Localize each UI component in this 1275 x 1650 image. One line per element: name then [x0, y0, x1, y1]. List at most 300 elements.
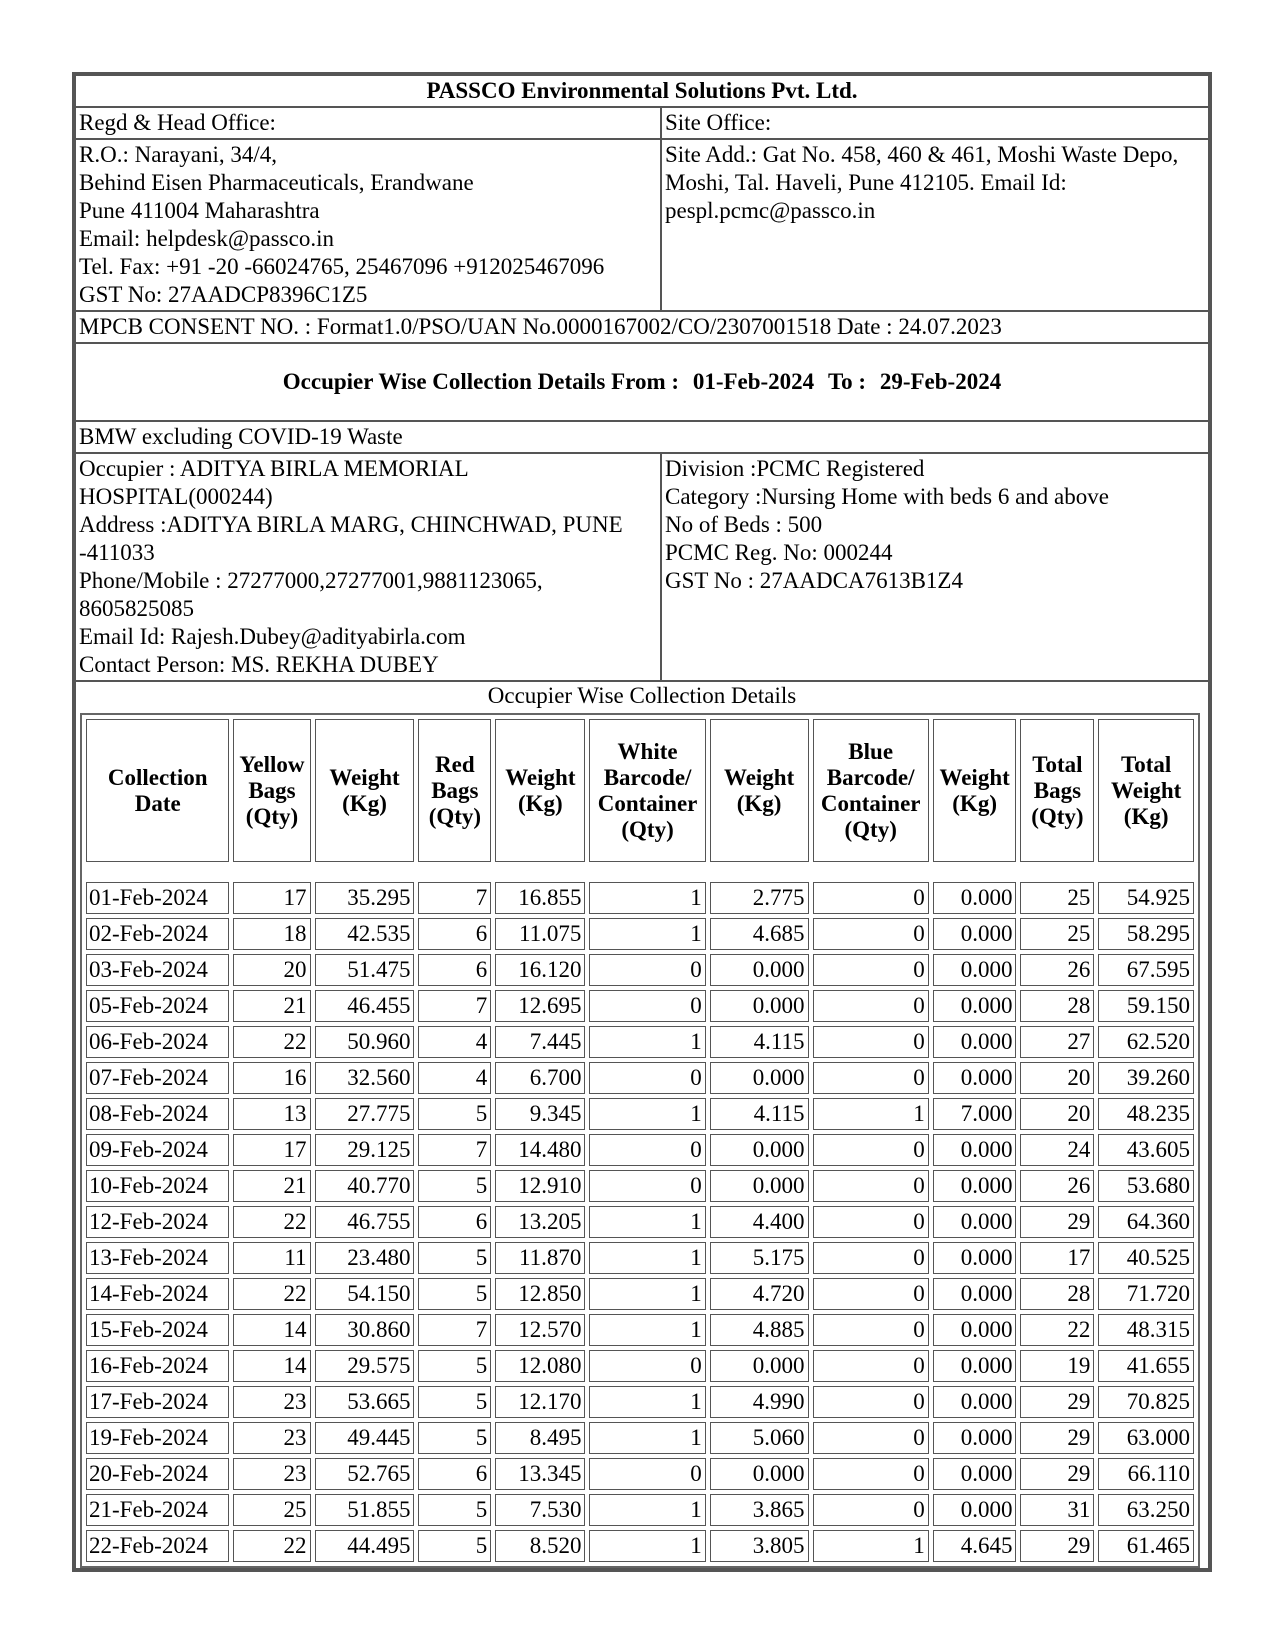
total-bags-cell: 24 [1020, 1134, 1094, 1166]
red-bags-cell: 5 [418, 1386, 491, 1418]
period-label: Occupier Wise Collection Details From : [282, 369, 680, 394]
header-line: (Kg) [517, 790, 563, 816]
total-weight-cell: 62.520 [1098, 1026, 1194, 1058]
gst-line: GST No : 27AADCA7613B1Z4 [665, 568, 963, 593]
white-qty-cell: 0 [589, 1062, 705, 1094]
head-office-email: Email: helpdesk@passco.in [79, 226, 334, 251]
total-bags-cell: 29 [1020, 1206, 1094, 1238]
red-weight-cell: 13.345 [495, 1458, 585, 1490]
division-details [661, 453, 1209, 681]
red-weight-cell: 9.345 [495, 1098, 585, 1130]
blue-qty-cell: 0 [813, 1350, 929, 1382]
date-cell: 08-Feb-2024 [86, 1098, 229, 1130]
white-qty-cell: 0 [589, 954, 705, 986]
head-office-line: Pune 411004 Maharashtra [79, 198, 320, 223]
blue-weight-cell: 0.000 [933, 1026, 1017, 1058]
total-bags-cell: 22 [1020, 1314, 1094, 1346]
total-bags-cell: 29 [1020, 1422, 1094, 1454]
total-weight-cell: 48.235 [1098, 1098, 1194, 1130]
white-qty-cell: 0 [589, 1350, 705, 1382]
blue-weight-cell: 0.000 [933, 1242, 1017, 1274]
header-line: Weight [939, 764, 1010, 790]
red-bags-cell: 6 [418, 918, 491, 950]
blue-qty-cell: 1 [813, 1098, 929, 1130]
total-weight-cell: 66.110 [1098, 1458, 1194, 1490]
consent-number: MPCB CONSENT NO. : Format1.0/PSO/UAN No.0000167002/CO/2307001518 Date : 24.07.2023 [75, 311, 1209, 343]
total-weight-cell: 48.315 [1098, 1314, 1194, 1346]
red-bags-cell: 5 [418, 1494, 491, 1526]
yellow-weight-cell: 52.765 [315, 1458, 415, 1490]
header-line: Bags [1033, 777, 1082, 803]
total-bags-cell: 19 [1020, 1350, 1094, 1382]
white-weight-cell: 0.000 [710, 1458, 809, 1490]
red-bags-cell: 5 [418, 1530, 491, 1562]
white-weight-cell: 4.115 [710, 1026, 809, 1058]
yellow-bags-cell: 22 [233, 1278, 310, 1310]
red-bags-cell: 4 [418, 1026, 491, 1058]
white-weight-cell: 5.060 [710, 1422, 809, 1454]
header-line: Blue [848, 738, 894, 764]
header-line: (Qty) [1031, 803, 1084, 829]
yellow-weight-cell: 46.455 [315, 990, 415, 1022]
date-cell: 20-Feb-2024 [86, 1458, 229, 1490]
yellow-bags-cell: 20 [233, 954, 310, 986]
white-qty-cell: 0 [589, 1458, 705, 1490]
occupier-name: Occupier : ADITYA BIRLA MEMORIAL HOSPITAL(000244) [79, 456, 468, 509]
date-cell: 12-Feb-2024 [86, 1206, 229, 1238]
red-weight-cell: 12.850 [495, 1278, 585, 1310]
blue-weight-cell: 0.000 [933, 1494, 1017, 1526]
red-bags-cell: 5 [418, 1422, 491, 1454]
header-line: (Qty) [428, 803, 482, 829]
reg-no-line: PCMC Reg. No: 000244 [665, 540, 893, 565]
red-bags-cell: 5 [418, 1170, 491, 1202]
yellow-weight-cell: 29.125 [315, 1134, 415, 1166]
white-qty-cell: 1 [589, 1422, 705, 1454]
white-weight-cell: 2.775 [710, 882, 809, 914]
header-total-weight [1098, 719, 1194, 862]
blue-qty-cell: 0 [813, 1062, 929, 1094]
red-weight-cell: 7.445 [495, 1026, 585, 1058]
white-qty-cell: 1 [589, 1026, 705, 1058]
header-line: White [617, 738, 678, 764]
white-weight-cell: 4.400 [710, 1206, 809, 1238]
header-line: (Kg) [342, 790, 387, 816]
red-bags-cell: 6 [418, 1458, 491, 1490]
total-bags-cell: 28 [1020, 990, 1094, 1022]
total-weight-cell: 39.260 [1098, 1062, 1194, 1094]
blue-weight-cell: 0.000 [933, 1386, 1017, 1418]
header-red-bags [418, 719, 491, 862]
date-cell: 15-Feb-2024 [86, 1314, 229, 1346]
table-row [86, 1062, 1194, 1094]
blue-weight-cell: 0.000 [933, 954, 1017, 986]
header-line: Red [435, 751, 475, 777]
white-qty-cell: 1 [589, 1314, 705, 1346]
occupier-phone: Phone/Mobile : 27277000,27277001,9881123065, 8605825085 [79, 568, 543, 621]
blue-weight-cell: 0.000 [933, 1458, 1017, 1490]
yellow-weight-cell: 51.475 [315, 954, 415, 986]
yellow-weight-cell: 42.535 [315, 918, 415, 950]
yellow-weight-cell: 51.855 [315, 1494, 415, 1526]
yellow-bags-cell: 21 [233, 990, 310, 1022]
total-bags-cell: 29 [1020, 1530, 1094, 1562]
header-yellow-weight [315, 719, 415, 862]
occupier-address: Address :ADITYA BIRLA MARG, CHINCHWAD, PUNE -411033 [79, 512, 623, 565]
yellow-bags-cell: 23 [233, 1458, 310, 1490]
total-weight-cell: 63.000 [1098, 1422, 1194, 1454]
head-office-heading: Regd & Head Office: [75, 107, 661, 139]
blue-weight-cell: 0.000 [933, 918, 1017, 950]
header-line: Barcode/ [826, 764, 915, 790]
company-name: PASSCO Environmental Solutions Pvt. Ltd. [75, 75, 1209, 107]
yellow-weight-cell: 54.150 [315, 1278, 415, 1310]
header-line: (Kg) [952, 790, 997, 816]
period-from: 01-Feb-2024 [692, 369, 815, 394]
yellow-bags-cell: 16 [233, 1062, 310, 1094]
red-weight-cell: 16.855 [495, 882, 585, 914]
date-cell: 19-Feb-2024 [86, 1422, 229, 1454]
blue-qty-cell: 0 [813, 1170, 929, 1202]
blue-qty-cell: 0 [813, 882, 929, 914]
yellow-bags-cell: 23 [233, 1386, 310, 1418]
red-weight-cell: 6.700 [495, 1062, 585, 1094]
total-weight-cell: 41.655 [1098, 1350, 1194, 1382]
table-row [86, 1134, 1194, 1166]
site-office-heading: Site Office: [661, 107, 1209, 139]
blue-qty-cell: 0 [813, 954, 929, 986]
header-line: Weight [505, 764, 576, 790]
yellow-bags-cell: 22 [233, 1206, 310, 1238]
blue-qty-cell: 0 [813, 1206, 929, 1238]
red-bags-cell: 5 [418, 1350, 491, 1382]
blue-qty-cell: 0 [813, 1458, 929, 1490]
red-bags-cell: 6 [418, 1206, 491, 1238]
total-weight-cell: 43.605 [1098, 1134, 1194, 1166]
header-line: Total [1032, 751, 1083, 777]
red-weight-cell: 12.910 [495, 1170, 585, 1202]
header-line: Bags [431, 777, 479, 803]
red-weight-cell: 11.870 [495, 1242, 585, 1274]
table-row [86, 1386, 1194, 1418]
header-line: (Kg) [736, 790, 782, 816]
white-qty-cell: 1 [589, 1206, 705, 1238]
white-qty-cell: 1 [589, 1386, 705, 1418]
yellow-bags-cell: 17 [233, 1134, 310, 1166]
period-heading [75, 343, 1209, 421]
blue-weight-cell: 0.000 [933, 1314, 1017, 1346]
yellow-bags-cell: 18 [233, 918, 310, 950]
period-to: 29-Feb-2024 [879, 369, 1002, 394]
collection-section-title: Occupier Wise Collection Details [487, 683, 797, 708]
yellow-bags-cell: 21 [233, 1170, 310, 1202]
category-line: Category :Nursing Home with beds 6 and above [665, 484, 1109, 509]
occupier-details [75, 453, 661, 681]
table-row [86, 1422, 1194, 1454]
total-bags-cell: 20 [1020, 1098, 1094, 1130]
date-cell: 21-Feb-2024 [86, 1494, 229, 1526]
blue-weight-cell: 4.645 [933, 1530, 1017, 1562]
header-line: Bags [248, 777, 296, 803]
total-weight-cell: 64.360 [1098, 1206, 1194, 1238]
header-line: Container [820, 790, 921, 816]
date-cell: 10-Feb-2024 [86, 1170, 229, 1202]
total-bags-cell: 28 [1020, 1278, 1094, 1310]
table-row [86, 1494, 1194, 1526]
white-weight-cell: 3.865 [710, 1494, 809, 1526]
header-collection-date [86, 719, 229, 862]
header-line: Barcode/ [603, 764, 692, 790]
header-total-bags [1020, 719, 1094, 862]
yellow-bags-cell: 14 [233, 1350, 310, 1382]
red-weight-cell: 12.570 [495, 1314, 585, 1346]
yellow-weight-cell: 29.575 [315, 1350, 415, 1382]
table-row [86, 1278, 1194, 1310]
red-weight-cell: 16.120 [495, 954, 585, 986]
collection-header-row [86, 719, 1194, 862]
date-cell: 01-Feb-2024 [86, 882, 229, 914]
red-weight-cell: 12.695 [495, 990, 585, 1022]
red-bags-cell: 7 [418, 1314, 491, 1346]
red-weight-cell: 12.080 [495, 1350, 585, 1382]
yellow-weight-cell: 46.755 [315, 1206, 415, 1238]
white-weight-cell: 4.990 [710, 1386, 809, 1418]
red-weight-cell: 11.075 [495, 918, 585, 950]
date-cell: 02-Feb-2024 [86, 918, 229, 950]
white-qty-cell: 0 [589, 990, 705, 1022]
table-row [86, 1170, 1194, 1202]
white-qty-cell: 1 [589, 1494, 705, 1526]
total-weight-cell: 59.150 [1098, 990, 1194, 1022]
report-table [72, 72, 1212, 1572]
red-weight-cell: 12.170 [495, 1386, 585, 1418]
yellow-bags-cell: 23 [233, 1422, 310, 1454]
header-white-weight [710, 719, 809, 862]
white-weight-cell: 0.000 [710, 1062, 809, 1094]
blue-qty-cell: 0 [813, 1026, 929, 1058]
blue-weight-cell: 0.000 [933, 1134, 1017, 1166]
blue-weight-cell: 0.000 [933, 1062, 1017, 1094]
blue-qty-cell: 0 [813, 1134, 929, 1166]
total-weight-cell: 58.295 [1098, 918, 1194, 950]
table-row [86, 1098, 1194, 1130]
header-line: Weight [1111, 777, 1182, 803]
yellow-bags-cell: 25 [233, 1494, 310, 1526]
blue-qty-cell: 1 [813, 1530, 929, 1562]
total-bags-cell: 26 [1020, 1170, 1094, 1202]
occupier-email: Email Id: Rajesh.Dubey@adityabirla.com [79, 624, 466, 649]
header-line: Total [1121, 751, 1172, 777]
white-weight-cell: 4.885 [710, 1314, 809, 1346]
header-blue-weight [933, 719, 1017, 862]
table-row [86, 990, 1194, 1022]
red-bags-cell: 7 [418, 882, 491, 914]
total-bags-cell: 31 [1020, 1494, 1094, 1526]
blue-weight-cell: 0.000 [933, 882, 1017, 914]
total-weight-cell: 40.525 [1098, 1242, 1194, 1274]
collection-body [86, 866, 1194, 1562]
table-row [86, 1206, 1194, 1238]
site-office-line: Site Add.: Gat No. 458, 460 & 461, Moshi Waste Depo, [665, 142, 1179, 167]
blue-weight-cell: 0.000 [933, 1278, 1017, 1310]
red-weight-cell: 7.530 [495, 1494, 585, 1526]
yellow-weight-cell: 50.960 [315, 1026, 415, 1058]
total-bags-cell: 25 [1020, 882, 1094, 914]
red-bags-cell: 5 [418, 1242, 491, 1274]
header-line: (Kg) [1123, 803, 1169, 829]
header-line: Date [134, 790, 181, 816]
total-weight-cell: 67.595 [1098, 954, 1194, 986]
blue-qty-cell: 0 [813, 1422, 929, 1454]
blue-weight-cell: 0.000 [933, 1206, 1017, 1238]
yellow-bags-cell: 22 [233, 1026, 310, 1058]
blue-qty-cell: 0 [813, 1494, 929, 1526]
white-weight-cell: 0.000 [710, 990, 809, 1022]
white-weight-cell: 0.000 [710, 954, 809, 986]
blue-qty-cell: 0 [813, 1386, 929, 1418]
total-weight-cell: 63.250 [1098, 1494, 1194, 1526]
head-office-line: Behind Eisen Pharmaceuticals, Erandwane [79, 170, 474, 195]
total-bags-cell: 20 [1020, 1062, 1094, 1094]
yellow-weight-cell: 49.445 [315, 1422, 415, 1454]
red-bags-cell: 6 [418, 954, 491, 986]
total-weight-cell: 61.465 [1098, 1530, 1194, 1562]
blue-qty-cell: 0 [813, 990, 929, 1022]
total-bags-cell: 29 [1020, 1458, 1094, 1490]
yellow-weight-cell: 44.495 [315, 1530, 415, 1562]
table-row [86, 1530, 1194, 1562]
blue-weight-cell: 0.000 [933, 1170, 1017, 1202]
date-cell: 16-Feb-2024 [86, 1350, 229, 1382]
white-weight-cell: 0.000 [710, 1134, 809, 1166]
total-bags-cell: 26 [1020, 954, 1094, 986]
yellow-bags-cell: 11 [233, 1242, 310, 1274]
yellow-weight-cell: 40.770 [315, 1170, 415, 1202]
header-line: Weight [723, 764, 795, 790]
division-line: Division :PCMC Registered [665, 456, 925, 481]
date-cell: 06-Feb-2024 [86, 1026, 229, 1058]
header-line: Collection [107, 764, 208, 790]
period-to-label: To : [827, 369, 867, 394]
red-weight-cell: 14.480 [495, 1134, 585, 1166]
site-office-address [661, 139, 1209, 311]
head-office-gst: GST No: 27AADCP8396C1Z5 [79, 282, 368, 307]
header-blue-qty [813, 719, 929, 862]
blue-qty-cell: 0 [813, 918, 929, 950]
white-qty-cell: 1 [589, 882, 705, 914]
total-weight-cell: 54.925 [1098, 882, 1194, 914]
collection-section [75, 681, 1209, 1569]
header-line: (Qty) [621, 816, 674, 842]
blue-qty-cell: 0 [813, 1278, 929, 1310]
blue-weight-cell: 7.000 [933, 1098, 1017, 1130]
header-gap [86, 866, 1194, 878]
waste-type: BMW excluding COVID-19 Waste [75, 421, 1209, 453]
report-sheet [72, 72, 1206, 1572]
white-qty-cell: 1 [589, 1242, 705, 1274]
blue-weight-cell: 0.000 [933, 990, 1017, 1022]
header-line: Yellow [239, 751, 305, 777]
table-row [86, 1458, 1194, 1490]
white-qty-cell: 0 [589, 1170, 705, 1202]
white-weight-cell: 0.000 [710, 1350, 809, 1382]
yellow-bags-cell: 17 [233, 882, 310, 914]
date-cell: 09-Feb-2024 [86, 1134, 229, 1166]
yellow-bags-cell: 14 [233, 1314, 310, 1346]
table-row [86, 918, 1194, 950]
white-weight-cell: 3.805 [710, 1530, 809, 1562]
yellow-weight-cell: 30.860 [315, 1314, 415, 1346]
white-weight-cell: 5.175 [710, 1242, 809, 1274]
white-weight-cell: 4.685 [710, 918, 809, 950]
yellow-weight-cell: 35.295 [315, 882, 415, 914]
date-cell: 22-Feb-2024 [86, 1530, 229, 1562]
white-weight-cell: 4.720 [710, 1278, 809, 1310]
table-row [86, 954, 1194, 986]
total-bags-cell: 25 [1020, 918, 1094, 950]
date-cell: 03-Feb-2024 [86, 954, 229, 986]
header-line: Weight [329, 764, 400, 790]
beds-line: No of Beds : 500 [665, 512, 823, 537]
white-qty-cell: 0 [589, 1134, 705, 1166]
table-row [86, 1350, 1194, 1382]
white-weight-cell: 0.000 [710, 1170, 809, 1202]
head-office-phone: Tel. Fax: +91 -20 -66024765, 25467096 +912025467096 [79, 254, 605, 279]
occupier-contact: Contact Person: MS. REKHA DUBEY [79, 652, 439, 677]
total-weight-cell: 70.825 [1098, 1386, 1194, 1418]
date-cell: 13-Feb-2024 [86, 1242, 229, 1274]
red-bags-cell: 7 [418, 1134, 491, 1166]
white-qty-cell: 1 [589, 1530, 705, 1562]
red-bags-cell: 5 [418, 1278, 491, 1310]
table-row [86, 1026, 1194, 1058]
blue-weight-cell: 0.000 [933, 1422, 1017, 1454]
header-white-qty [589, 719, 705, 862]
collection-table [80, 713, 1200, 1568]
yellow-weight-cell: 32.560 [315, 1062, 415, 1094]
date-cell: 07-Feb-2024 [86, 1062, 229, 1094]
total-bags-cell: 17 [1020, 1242, 1094, 1274]
red-bags-cell: 4 [418, 1062, 491, 1094]
yellow-weight-cell: 53.665 [315, 1386, 415, 1418]
red-weight-cell: 8.520 [495, 1530, 585, 1562]
yellow-weight-cell: 23.480 [315, 1242, 415, 1274]
date-cell: 05-Feb-2024 [86, 990, 229, 1022]
blue-qty-cell: 0 [813, 1314, 929, 1346]
white-qty-cell: 1 [589, 1098, 705, 1130]
site-office-line: Moshi, Tal. Haveli, Pune 412105. Email Id: pespl.pcmc@passco.in [665, 170, 1067, 223]
total-weight-cell: 71.720 [1098, 1278, 1194, 1310]
header-red-weight [495, 719, 585, 862]
header-yellow-bags [233, 719, 310, 862]
header-line: (Qty) [245, 803, 299, 829]
red-bags-cell: 5 [418, 1098, 491, 1130]
yellow-weight-cell: 27.775 [315, 1098, 415, 1130]
head-office-address [75, 139, 661, 311]
blue-weight-cell: 0.000 [933, 1350, 1017, 1382]
white-qty-cell: 1 [589, 918, 705, 950]
white-qty-cell: 1 [589, 1278, 705, 1310]
table-row [86, 882, 1194, 914]
table-row [86, 1242, 1194, 1274]
table-row [86, 1314, 1194, 1346]
date-cell: 17-Feb-2024 [86, 1386, 229, 1418]
header-line: Container [597, 790, 698, 816]
blue-qty-cell: 0 [813, 1242, 929, 1274]
white-weight-cell: 4.115 [710, 1098, 809, 1130]
red-weight-cell: 13.205 [495, 1206, 585, 1238]
total-bags-cell: 27 [1020, 1026, 1094, 1058]
